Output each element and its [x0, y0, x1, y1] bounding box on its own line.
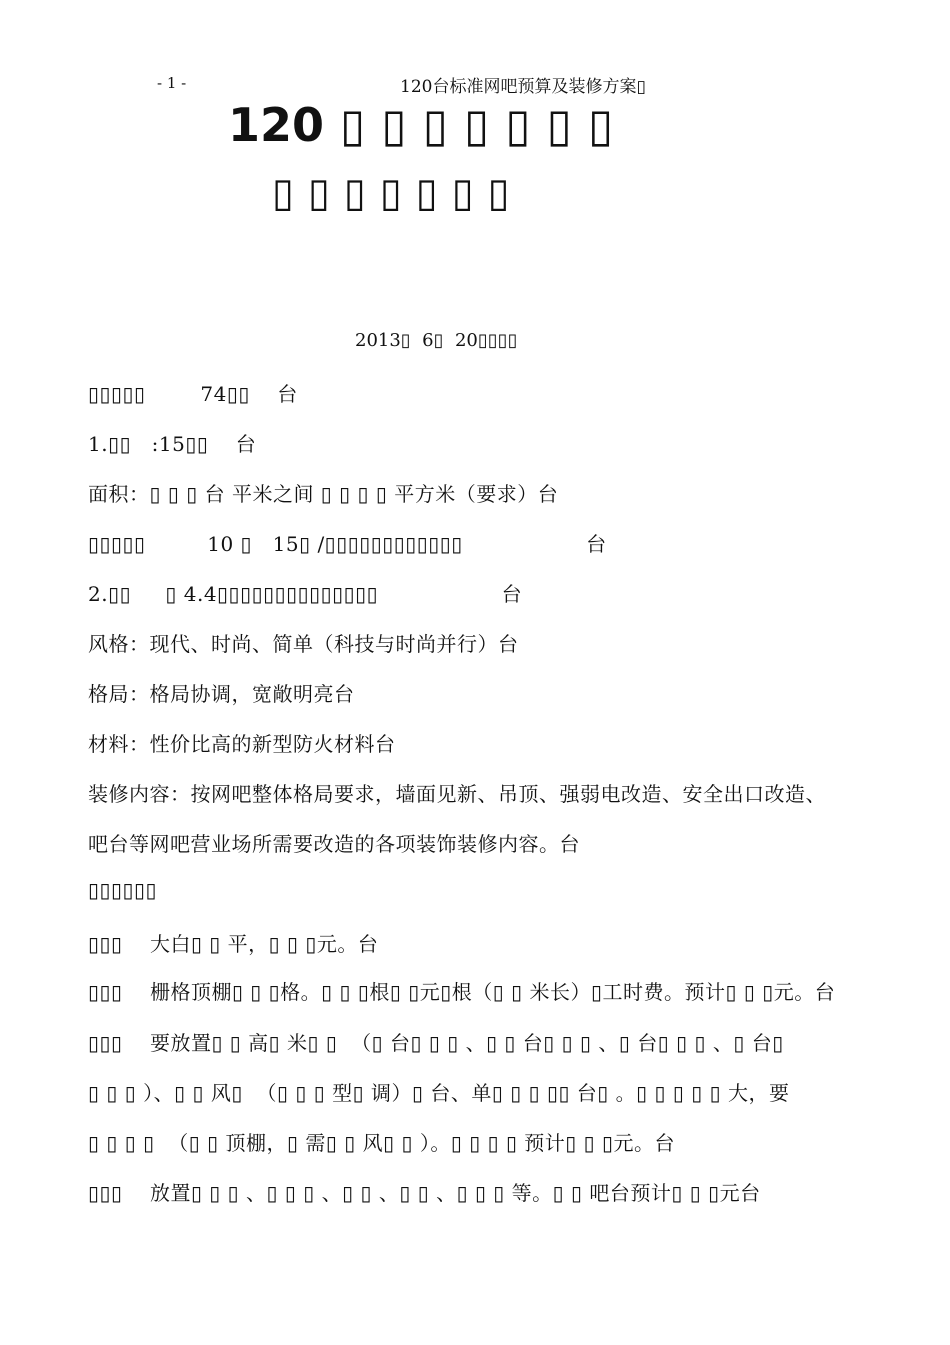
- body-line-17: ▯▯▯ 放置▯ ▯ ▯ 、▯ ▯ ▯ 、▯ ▯ 、▯ ▯ 、▯ ▯ ▯ 等。▯ ▯ 吧台预计▯ ▯ ▯元台: [88, 1181, 761, 1205]
- body-line-5: 2.▯▯ ▯ 4.4▯▯▯▯▯▯▯▯▯▯▯▯▯▯ 台: [88, 582, 523, 606]
- document-title-line1: 120 ▯ ▯ ▯ ▯ ▯ ▯ ▯: [228, 98, 614, 152]
- body-line-15: ▯ ▯ ▯ ）、▯ ▯ 风▯ （▯ ▯ ▯ 型▯ 调）▯ 台、单▯ ▯ ▯ ▯▯ 台▯ 。▯ ▯ ▯ ▯ ▯ 大，要: [88, 1081, 790, 1105]
- body-line-8: 材料：性价比高的新型防火材料台: [88, 732, 396, 756]
- body-line-16: ▯ ▯ ▯ ▯ （▯ ▯ 顶棚，▯ 需▯ ▯ 风▯ ▯ ）。▯ ▯ ▯ ▯ 预计▯ ▯ ▯元。台: [88, 1131, 676, 1155]
- page-header-title: 120台标准网吧预算及装修方案▯: [400, 77, 646, 97]
- body-line-9: 装修内容：按网吧整体格局要求，墙面见新、吊顶、强弱电改造、安全出口改造、: [88, 782, 826, 806]
- body-line-14: ▯▯▯ 要放置▯ ▯ 高▯ 米▯ ▯ （▯ 台▯ ▯ ▯ 、▯ ▯ 台▯ ▯ ▯ 、▯ 台▯ ▯ ▯ 、▯ 台▯: [88, 1031, 784, 1055]
- document-date: 2013▯ 6▯ 20▯▯▯▯: [355, 330, 518, 351]
- body-line-2: 1.▯▯ :15▯▯ 台: [88, 432, 257, 456]
- body-line-4: ▯▯▯▯▯ 10 ▯ 15▯ /▯▯▯▯▯▯▯▯▯▯▯▯ 台: [88, 532, 607, 556]
- body-line-6: 风格：现代、时尚、简单（科技与时尚并行）台: [88, 632, 519, 656]
- document-title-line2: ▯ ▯ ▯ ▯ ▯ ▯ ▯: [272, 170, 510, 216]
- body-line-1: ▯▯▯▯▯ 74▯▯ 台: [88, 382, 298, 406]
- body-line-11: ▯▯▯▯▯▯: [88, 878, 158, 902]
- body-line-13: ▯▯▯ 栅格顶棚▯ ▯ ▯格。▯ ▯ ▯根▯ ▯元▯根（▯ ▯ 米长）▯工时费。预计▯ ▯ ▯元。台: [88, 980, 836, 1004]
- body-line-7: 格局：格局协调，宽敞明亮台: [88, 682, 355, 706]
- body-line-10: 吧台等网吧营业场所需要改造的各项装饰装修内容。台: [88, 832, 580, 856]
- body-line-3: 面积：▯ ▯ ▯ 台 平米之间 ▯ ▯ ▯ ▯ 平方米（要求）台: [88, 482, 559, 506]
- body-line-12: ▯▯▯ 大白▯ ▯ 平，▯ ▯ ▯元。台: [88, 932, 379, 956]
- page-header-number: - 1 -: [157, 74, 187, 92]
